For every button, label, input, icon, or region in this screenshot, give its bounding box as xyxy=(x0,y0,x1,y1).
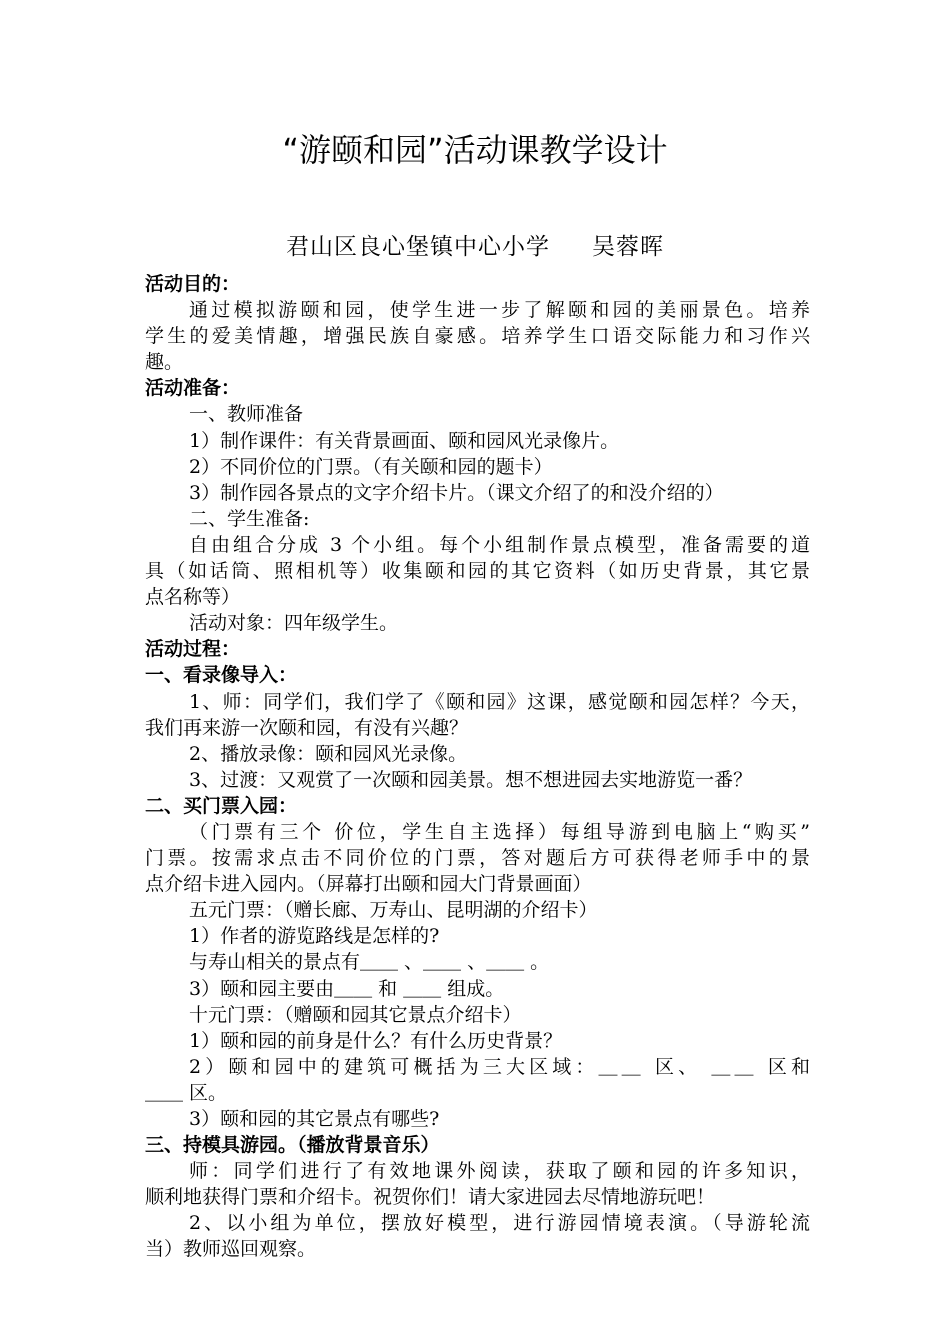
ticket-ten-item-3: 3）颐和园的其它景点有哪些? xyxy=(189,1108,440,1130)
ticket-ten-item-1: 1）颐和园的前身是什么？有什么历史背景？ xyxy=(189,1029,563,1052)
step2-line-2: 门票。按需求点击不同价位的门票，答对题后方可获得老师手中的景 xyxy=(145,847,810,870)
step3-item-2-line-2: 当）教师巡回观察。 xyxy=(145,1238,317,1261)
step1-heading: 一、看录像导入： xyxy=(145,664,298,687)
goal-heading: 活动目的： xyxy=(145,273,241,295)
ticket-ten: 十元门票：（赠颐和园其它景点介绍卡） xyxy=(189,1003,522,1026)
step3-item-2-line-1: 2、以小组为单位，摆放好模型，进行游园情境表演。（导游轮流 xyxy=(189,1212,810,1235)
ticket-five-item-1: 1）作者的游览路线是怎样的? xyxy=(189,925,440,948)
step3-paragraph xyxy=(145,1158,810,1210)
step1-item-2: 2、播放录像：颐和园风光录像。 xyxy=(189,742,468,765)
step3-heading: 三、持模具游园。（播放背景音乐） xyxy=(145,1134,440,1157)
prep-item-1: 1）制作课件：有关背景画面、颐和园风光录像片。 xyxy=(189,429,620,452)
author-name: 吴蓉晖 xyxy=(592,234,664,260)
goal-line-1: 通过模拟游颐和园，使学生进一步了解颐和园的美丽景色。培养 xyxy=(189,299,810,322)
step2-heading: 二、买门票入园： xyxy=(145,794,298,817)
step1-paragraph xyxy=(145,689,810,741)
byline xyxy=(0,230,950,264)
page-title: “游颐和园”活动课教学设计 xyxy=(282,131,668,169)
step2-paragraph xyxy=(145,819,810,897)
prep-teacher: 一、教师准备 xyxy=(189,403,304,426)
step3-line-2: 顺利地获得门票和介绍卡。祝贺你们！请大家进园去尽情地游玩吧！ xyxy=(145,1186,716,1209)
prep-item-3: 3）制作园各景点的文字介绍卡片。（课文介绍了的和没介绍的） xyxy=(189,481,724,504)
goal-paragraph xyxy=(145,297,810,375)
prep-student-paragraph xyxy=(145,532,810,610)
goal-line-3: 趣。 xyxy=(145,351,184,374)
step1-line-1: 1、师：同学们，我们学了《颐和园》这课，感觉颐和园怎样？今天， xyxy=(189,690,810,713)
activity-target: 活动对象：四年级学生。 xyxy=(189,612,399,635)
step2-line-1: （门票有三个 价位，学生自主选择）每组导游到电脑上“购买” xyxy=(189,820,810,843)
ticket-ten-item-2-line-2: ＿＿ 区。 xyxy=(145,1081,228,1104)
ticket-five-item-3: 3）颐和园主要由＿＿ 和 ＿＿ 组成。 xyxy=(189,977,505,1000)
prep-heading: 活动准备： xyxy=(145,377,241,400)
ticket-five-item-2: 与寿山相关的景点有＿＿ 、＿＿ 、＿＿ 。 xyxy=(189,951,550,974)
step2-line-3: 点介绍卡进入园内。（屏幕打出颐和园大门背景画面） xyxy=(145,873,592,896)
step1-line-2: 我们再来游一次颐和园，有没有兴趣？ xyxy=(145,716,469,739)
process-heading: 活动过程： xyxy=(145,638,241,661)
goal-line-2: 学生的爱美情趣，增强民族自豪感。培养学生口语交际能力和习作兴 xyxy=(145,325,810,348)
ticket-five: 五元门票：（赠长廊、万寿山、昆明湖的介绍卡） xyxy=(189,899,598,922)
school-name: 君山区良心堡镇中心小学 xyxy=(286,234,550,260)
prep-student-line-2: 具（如话筒、照相机等）收集颐和园的其它资料（如历史背景，其它景 xyxy=(145,560,810,583)
prep-student: 二、学生准备: xyxy=(189,507,310,530)
step1-item-3: 3、过渡：又观赏了一次颐和园美景。想不想进园去实地游览一番？ xyxy=(189,768,753,791)
step3-item-2 xyxy=(145,1210,810,1262)
step3-line-1: 师：同学们进行了有效地课外阅读，获取了颐和园的许多知识， xyxy=(189,1160,810,1183)
document-body xyxy=(145,271,810,1263)
prep-student-line-1: 自由组合分成 3 个小组。每个小组制作景点模型，准备需要的道 xyxy=(189,533,810,556)
prep-item-2: 2）不同价位的门票。（有关颐和园的题卡） xyxy=(189,455,553,478)
ticket-ten-item-2-line-1: 2）颐和园中的建筑可概括为三大区域：＿＿ 区、 ＿＿ 区和 xyxy=(189,1055,810,1078)
prep-student-line-3: 点名称等） xyxy=(145,586,241,609)
ticket-ten-item-2 xyxy=(145,1054,810,1106)
